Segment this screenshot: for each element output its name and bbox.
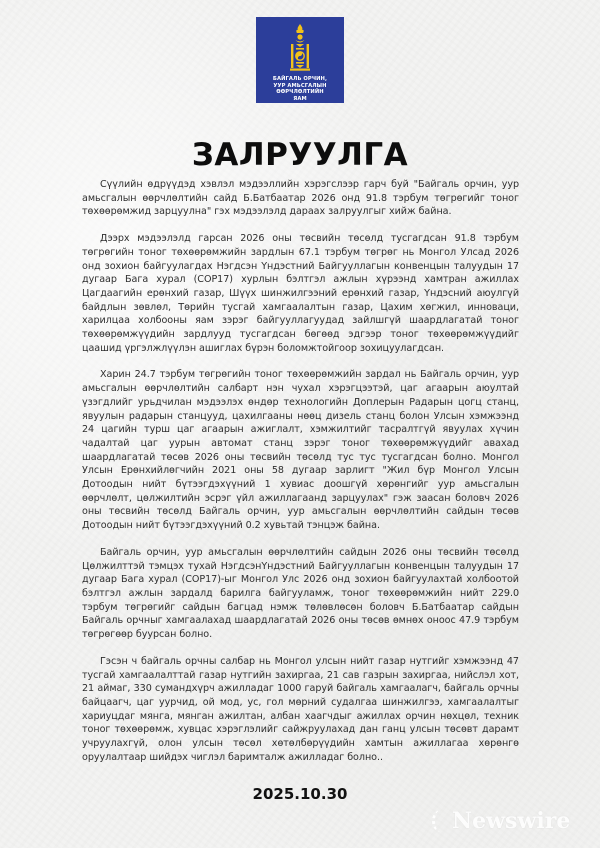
paragraph-sector-summary: Гэсэн ч байгаль орчны салбар нь Монгол улсын нийт газар нутгийг хэмжээнд 47 тусгай хамгаалалттай газар нутгийн захиргаа, 21 сав газрын захиргаа, нийслэл хот, 21 аймаг, 330 сумандхүрч ажилладаг 1000 гаруй байгаль хамгаалагч, байгаль орчны байцаагч, цаг уурчид, ой мод, ус, гол мөрний судалгаа шинжилгээ, хамгаалалтыг хариуцдаг мянга, мянган ажилтан, албан хаагчдыг ажиллах орчин нөхцөл, техник тоног төхөөрөмж, хувцас хэрэглэлийг сайжруулахад дан ганц улсын төсөвт дарамт учруулахгүй, олон улсын төсөл хөтөлбөрүүдийн хамтын ажиллагаа хөрөнгө оруулалтаар шийдэх чиглэл баримталж ажилладаг болно.. [82, 655, 519, 763]
soyombo-emblem-icon [285, 23, 315, 73]
page-title: ЗАЛРУУЛГА [191, 137, 409, 173]
logo-text [256, 76, 344, 102]
document-date: 2025.10.30 [252, 785, 348, 803]
watermark-text: Newswire [452, 808, 571, 834]
paragraph-intro: Сүүлийн өдрүүдэд хэвлэл мэдээллийн хэрэгслээр гарч буй "Байгаль орчин, уур амьсгалын өөрчлөлтийн сайд Б.Батбаатар 2026 онд 91.8 тэрбум төгрөгийг тоног төхөөрөмжид зарцуулна" гэх мэдээлэлд дараах залруулгыг хийж байна. [82, 179, 519, 218]
paragraph-weather-equipment: Харин 24.7 тэрбум төгрөгийн тоног төхөөрөмжийн зардал нь Байгаль орчин, уур амьсгалын өөрчлөлтийн салбарт нэн чухал хэрэгцээтэй, цаг агаарын аюултай үзэгдлийг урьдчилан мэдээлэх өндөр технологийн Доплерын Радарын цогц станц, явуулын радарын станцууд, цахилгааны нөөц дизель станц болон Улсын хэмжээнд 24 цагийн турш цаг агаарын ажиглалт, хэмжилтийг тасралтгүй явуулах хүчин чадалтай цаг уурын автомат станц зэрэг тоног төхөөрөмжүүдийг авахад шаардлагатай төсөв 2026 оны төсвийн төсөлд тус тус тусгагдсан болно. Монгол Улсын Ерөнхийлөгчийн 2021 оны 58 дугаар зарлигт "Жил бүр Монгол Улсын Дотоодын нийт бүтээгдэхүүний 1 хувиас доошгүй хөрөнгийг уур амьсгалын өөрчлөлт, цөлжилтийн эсрэг үйл ажиллагаанд зарцуулах" гэж заасан боловч 2026 оны төсвийн төсөлд Байгаль орчин, уур амьсгалын өөрчлөлтийн сайдын төсөв Дотоодын нийт бүтээгдэхүүний 0.2 хувьтай тэнцэж байна. [82, 369, 519, 532]
logo-text-line: БАЙГАЛЬ ОРЧИН, [272, 76, 328, 82]
logo-text-line: УУР АМЬСГАЛЫН ӨӨРЧЛӨЛТИЙН [273, 82, 327, 96]
logo-text-line: ЯАМ [293, 95, 307, 102]
watermark-arc-icon [432, 810, 449, 832]
paragraph-cop17-budget: Байгаль орчин, уур амьсгалын өөрчлөлтийн сайдын 2026 оны төсвийн төсөлд Цөлжилттэй тэмцэх тухай НэгдсэнҮндэстний Байгууллагын конвенцын талуудын 17 дугаар Бага хурал (COP17)-ыг Монгол Улс 2026 онд зохион байгуулахтай холбоотой бэлтгэл ажлын зардалд барилга байгууламж, тоног төхөөрөмжийн нийт 229.0 тэрбум төгрөгийг сайдын багцад нэмж төлөвлөсөн боловч Б.Батбаатар сайдын Байгаль орчныг хамгаалахад шаардлагатай 2026 оны төсөв өмнөх оноос 47.9 тэрбум төгрөгөөр буурсан болно. [82, 546, 519, 641]
ministry-logo [256, 17, 344, 103]
newswire-watermark [432, 808, 570, 834]
document-body [82, 178, 519, 777]
paragraph-budget-breakdown: Дээрх мэдээлэлд гарсан 2026 оны төсвийн төсөлд тусгагдсан 91.8 тэрбум төгрөгийн тоног төхөөрөмжийн зардлын 67.1 тэрбум төгрөг нь Монгол Улсад 2026 онд зохион байгуулагдах Нэгдсэн Үндэстний Байгууллагын конвенцын талуудын 17 дугаар Бага хурал (COP17) хурлын бэлтгэл ажлын хүрээнд хамтран ажиллах Цагдаагийн ерөнхий газар, Шүүх шинжилгээний ерөнхий газар, Үндэсний аюулгүй байдлын зөвлөл, Төрийн тусгай хамгаалалтын газар, Цахим хөгжил, инноваци, харилцаа холбооны яам зэрэг байгууллагуудад зайлшгүй шаардлагатай тоног төхөөрөмжүүдийн зардлууд тусгагдсан бөгөөд эдгээр тоног төхөөрөмжүүдийг цаашид үргэлжлүүлэн ашиглах бүрэн боломжтойгоор зохицуулагдсан. [82, 233, 519, 354]
